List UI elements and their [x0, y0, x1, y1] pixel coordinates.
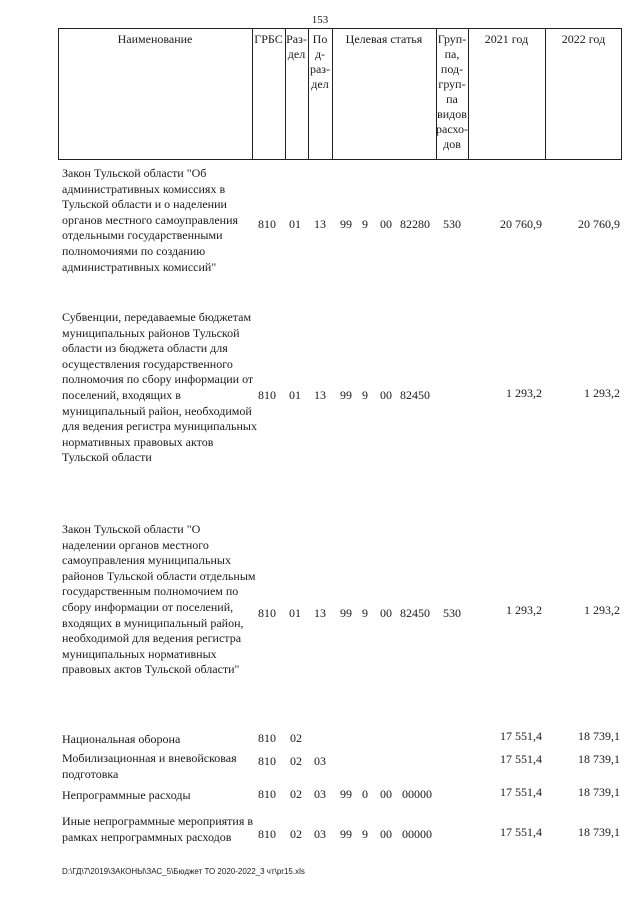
cell-2022: 18 739,1	[578, 785, 620, 799]
cell-c4: 00000	[402, 787, 432, 801]
header-divider	[252, 28, 253, 160]
row-name: Мобилизационная и вневойсковая подготовка	[62, 751, 237, 781]
cell-c1: 99	[340, 827, 352, 841]
cell-c2: 9	[362, 827, 368, 841]
cell-pr: 03	[314, 827, 326, 841]
cell-c3: 00	[380, 606, 392, 620]
cell-vr: 530	[443, 217, 461, 231]
cell-c4: 82450	[400, 606, 430, 620]
cell-2022: 18 739,1	[578, 729, 620, 743]
header-group: Груп- па, под- груп- па видов расхо- дов	[436, 32, 469, 151]
cell-pr: 13	[314, 217, 326, 231]
row-name: Национальная оборона	[62, 732, 181, 746]
cell-rz: 02	[290, 827, 302, 841]
cell-rz: 01	[289, 217, 301, 231]
cell-2021: 17 551,4	[500, 752, 542, 766]
cell-2022: 20 760,9	[578, 217, 620, 231]
cell-2021: 17 551,4	[500, 729, 542, 743]
file-path-footer: D:\ГД\7\2019\ЗАКОНЫ\ЗАС_5\Бюджет ТО 2020-2022_3 чт\pr15.xls	[62, 867, 305, 876]
cell-2022: 18 739,1	[578, 825, 620, 839]
header-divider	[545, 28, 546, 160]
cell-c1: 99	[340, 606, 352, 620]
header-target: Целевая статья	[345, 32, 423, 46]
cell-c3: 00	[380, 388, 392, 402]
cell-c4: 82450	[400, 388, 430, 402]
cell-c2: 9	[362, 388, 368, 402]
header-2021: 2021 год	[484, 32, 529, 46]
cell-rz: 02	[290, 787, 302, 801]
header-divider	[332, 28, 333, 160]
cell-grbs: 810	[258, 754, 276, 768]
cell-2021: 20 760,9	[500, 217, 542, 231]
cell-pr: 03	[314, 754, 326, 768]
cell-c2: 9	[362, 217, 368, 231]
cell-pr: 03	[314, 787, 326, 801]
cell-c4: 82280	[400, 217, 430, 231]
cell-vr: 530	[443, 606, 461, 620]
cell-rz: 01	[289, 606, 301, 620]
cell-c2: 0	[362, 787, 368, 801]
header-divider	[468, 28, 469, 160]
cell-c3: 00	[380, 827, 392, 841]
cell-2022: 18 739,1	[578, 752, 620, 766]
cell-pr: 13	[314, 606, 326, 620]
cell-c3: 00	[380, 217, 392, 231]
header-podrazdel: По д- раз- дел	[309, 32, 331, 91]
cell-2021: 1 293,2	[506, 603, 542, 617]
cell-pr: 13	[314, 388, 326, 402]
cell-2022: 1 293,2	[584, 386, 620, 400]
cell-grbs: 810	[258, 217, 276, 231]
cell-rz: 01	[289, 388, 301, 402]
row-name: Непрограммные расходы	[62, 788, 191, 802]
cell-2021: 1 293,2	[506, 386, 542, 400]
cell-c1: 99	[340, 787, 352, 801]
cell-2022: 1 293,2	[584, 603, 620, 617]
cell-2021: 17 551,4	[500, 825, 542, 839]
cell-rz: 02	[290, 754, 302, 768]
header-razdel: Раз- дел	[286, 32, 307, 61]
cell-c3: 00	[380, 787, 392, 801]
cell-c1: 99	[340, 388, 352, 402]
cell-rz: 02	[290, 731, 302, 745]
row-name: Иные непрограммные мероприятия в рамках непрограммных расходов	[62, 814, 254, 844]
row-name: Субвенции, передаваемые бюджетам муниципальных районов Тульской области из бюджета области для осуществления государственного полномочия по сбору информации от поселений, входящих в муниципальный район, необходимой для ведения регистра муниципальных нормативных правовых актов Тульской области	[62, 310, 257, 465]
cell-grbs: 810	[258, 787, 276, 801]
table-header	[58, 28, 622, 160]
cell-grbs: 810	[258, 827, 276, 841]
header-name: Наименование	[117, 32, 193, 46]
row-name: Закон Тульской области "О наделении органов местного самоуправления муниципальных районов Тульской области отдельным государственным полномочием по сбору информации от поселений, входящих в муниципальный район, необходимой для ведения регистра муниципальных нормативных правовых актов Тульской области"	[62, 522, 256, 677]
cell-c2: 9	[362, 606, 368, 620]
cell-grbs: 810	[258, 388, 276, 402]
cell-grbs: 810	[258, 606, 276, 620]
header-grbs: ГРБС	[254, 32, 283, 46]
cell-grbs: 810	[258, 731, 276, 745]
row-name: Закон Тульской области "Об административных комиссиях в Тульской области и о наделении органов местного самоуправления отдельными государственными полномочиями по созданию административных комиссий"	[62, 166, 239, 274]
cell-c4: 00000	[402, 827, 432, 841]
cell-2021: 17 551,4	[500, 785, 542, 799]
cell-c1: 99	[340, 217, 352, 231]
page-number: 153	[311, 14, 329, 26]
header-2022: 2022 год	[561, 32, 606, 46]
